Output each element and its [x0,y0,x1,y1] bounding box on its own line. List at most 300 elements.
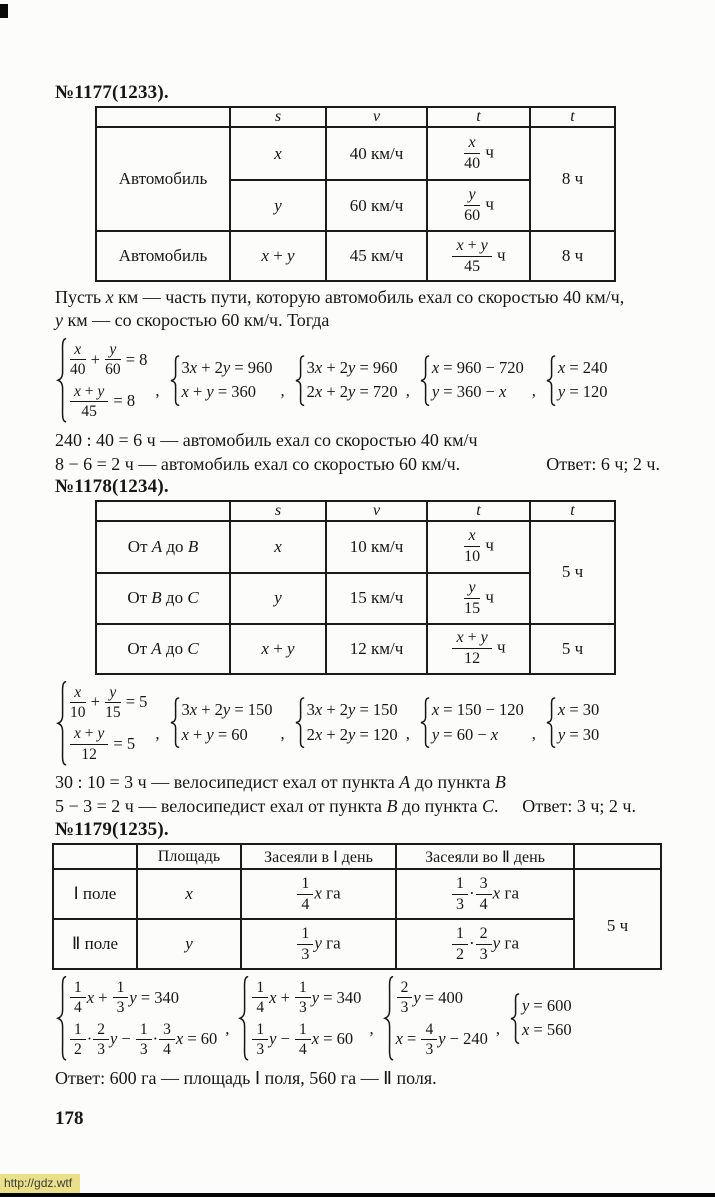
fraction [464,186,480,225]
problem-heading: №1177(1233). [55,82,169,103]
equation-line [558,700,599,721]
table-cell [530,127,615,231]
curly-brace [55,680,67,767]
curly-brace [55,975,67,1062]
equation-system [55,977,217,1060]
fraction-numerator: 1 [295,1021,311,1040]
fraction [297,875,313,914]
fraction-numerator: 1 [252,1021,268,1040]
fraction-denominator: 3 [425,1041,434,1059]
curly-brace [168,697,180,748]
equation-text: x = 30 [557,700,600,720]
equation-text: 5 ч [606,915,629,935]
fraction-numerator: 1 [297,925,313,945]
equation-text: + [86,692,105,712]
table-cell [530,624,615,674]
table-cell [96,127,230,231]
equation-text: ч [492,244,506,264]
table-cell [96,573,230,624]
equation-text: x = 240 [557,357,608,377]
table-header-cell [137,844,241,869]
equation-line [396,979,488,1017]
curly-brace [544,355,556,406]
table-cell [427,180,530,231]
equation-text: y [185,934,193,953]
table-cell [230,231,326,281]
fraction [464,527,480,566]
equation-text: x + [269,987,295,1007]
table-cell [137,869,241,919]
equation-text: t [570,501,575,519]
table-cell [427,231,530,281]
problem-heading: №1179(1235). [55,819,169,840]
equation-text: 15 км/ч [349,588,404,607]
equation-line [432,725,524,746]
equation-systems-row [55,977,670,1060]
page-number: 178 [55,1107,84,1129]
fraction [297,925,313,964]
curly-brace [168,355,180,406]
fraction-numerator: 1 [136,1021,152,1040]
curly-brace [508,993,520,1044]
table-cell [241,869,396,919]
solution-table-1178 [95,500,616,675]
equation-system [293,699,398,746]
intro-line [55,309,670,332]
equation-line [182,725,273,746]
equation-line [522,1020,572,1041]
answer-text: Ответ: 3 ч; 2 ч. [522,796,636,816]
equation-text: ч [481,142,494,162]
equation-line [69,383,147,421]
fraction-denominator: 3 [456,895,464,913]
equation-line [558,725,599,746]
system-separator-comma: , [405,723,410,743]
equation-line [69,684,147,722]
curly-brace [382,975,394,1062]
problem-heading: №1178(1234). [55,475,169,497]
table-header-cell [96,501,230,521]
equation-line [432,358,524,379]
equation-line [307,700,398,721]
equation-text: x = 560 [521,1020,572,1040]
equation-text: = 8 [109,391,136,411]
equation-text: Пусть x км — часть пути, которую автомобиль ехал со скоростью 40 км/ч, [55,287,625,307]
fraction-numerator: x + y [70,725,108,744]
bottom-scan-strip [0,1193,715,1197]
table-cell [53,869,137,919]
fraction [93,1021,109,1059]
fraction-numerator: 4 [421,1021,437,1040]
equation-system [168,699,273,746]
equation-line [396,1021,488,1059]
fraction [295,1021,311,1059]
equation-text: 3x + 2y = 150 [181,700,273,720]
fraction-numerator: 1 [113,979,129,998]
system-separator-comma: , [531,723,536,743]
fraction-denominator: 15 [105,703,121,721]
equation-system [508,995,572,1042]
system-lines [558,357,608,404]
system-lines [182,699,273,746]
equation-system [418,699,524,746]
system-separator-comma: , [225,1019,230,1039]
fraction-numerator: y [105,341,121,360]
fraction-denominator: 4 [299,1041,307,1059]
equation-text: y = 340 [129,987,180,1007]
equation-line [558,382,608,403]
equation-text: y = 400 [413,987,463,1007]
fraction [70,1021,86,1059]
equation-line [307,358,398,379]
table-cell [427,127,530,180]
table-header-cell [396,844,574,869]
equation-line [251,1021,361,1059]
fraction-denominator: 12 [464,650,481,667]
fraction [159,1021,175,1059]
table-cell [396,869,574,919]
equation-line [182,382,273,403]
system-separator-comma: , [495,1019,500,1039]
fraction-denominator: 3 [256,1041,265,1059]
note-answer-row [55,794,670,818]
note-answer-row [55,452,670,476]
system-lines [251,978,361,1060]
fraction-denominator: 4 [479,895,488,913]
solution-table-1177 [95,106,616,282]
table-cell [241,919,396,969]
fraction-numerator: x [464,134,480,154]
fraction [421,1021,437,1059]
curly-brace [237,975,249,1062]
equation-text: y = 600 [521,995,572,1015]
fraction [70,725,108,763]
fraction [70,383,108,421]
fraction [452,925,468,964]
equation-text: x [274,143,282,163]
table-cell [96,624,230,674]
system-lines [522,995,572,1042]
fraction-denominator: 4 [74,999,82,1017]
table-header-cell [326,107,427,127]
fraction-numerator: x [70,684,86,703]
table-cell [53,919,137,969]
table-cell [326,231,427,281]
curly-brace [293,697,305,748]
answer-text: Ответ: 6 ч; 2 ч. [546,453,660,474]
equation-text: 3x + 2y = 150 [306,700,398,720]
fraction-denominator: 10 [464,548,481,565]
equation-systems-row [55,682,670,765]
table-header-cell [326,501,427,521]
equation-text: 45 км/ч [349,246,404,265]
equation-system [55,339,147,422]
fraction [452,237,491,276]
equation-system [544,699,599,746]
table-cell [230,624,326,674]
equation-text: 12 км/ч [349,638,404,658]
equation-line [307,725,398,746]
equation-line [307,382,398,403]
problem-1179 [55,819,670,1090]
table-cell [396,919,574,969]
equation-text: От A до C [127,638,199,658]
fraction-numerator: y [464,186,480,206]
fraction-numerator: 1 [252,979,268,998]
equation-line [432,382,524,403]
equation-text: Площадь [157,847,221,865]
equation-text: s [274,501,282,519]
fraction-denominator: 3 [400,999,409,1017]
fraction-denominator: 3 [139,1041,148,1059]
equation-text: · [469,882,475,902]
equation-system [293,357,398,404]
curly-brace [544,697,556,748]
equation-text: y = 120 [557,382,608,402]
equation-text: ч [481,194,494,214]
curly-brace [293,355,305,406]
system-lines [432,357,524,404]
answer-text: Ответ: 600 га — площадь Ⅰ поля, 560 га — Ⅱ поля. [55,1067,437,1088]
table-cell [230,521,326,573]
problem-1177 [55,82,670,476]
table-cell [574,869,661,969]
table-header-cell [230,107,326,127]
equation-text: 8 − 6 = 2 ч — автомобиль ехал со скоростью 60 км/ч. [55,453,461,474]
fraction-numerator: x + y [452,237,491,257]
equation-text: 2x + 2y = 720 [306,382,398,402]
fraction [70,684,86,722]
system-lines [432,699,524,746]
equation-text: y = 340 [311,987,362,1007]
equation-text: s [274,108,282,125]
equation-text: ч [481,586,494,606]
fraction-denominator: 40 [70,361,86,379]
equation-line [251,979,361,1017]
equation-text: Автомобиль [118,246,208,265]
table-cell [326,521,427,573]
intro-line [55,286,670,309]
equation-line [69,979,217,1017]
table-header-cell [530,107,615,127]
fraction [70,341,86,379]
fraction-numerator: 3 [159,1021,175,1040]
equation-text: x + [86,987,112,1007]
equation-system [168,357,273,404]
equation-text: 8 ч [561,169,584,188]
table-cell [230,180,326,231]
fraction-denominator: 2 [456,945,464,963]
fraction-denominator: 4 [301,895,310,913]
table-cell [137,919,241,969]
table-cell [230,127,326,180]
fraction [464,134,480,173]
curly-brace [418,697,430,748]
fraction-denominator: 3 [479,945,488,963]
fraction [252,979,268,1017]
equation-text: · [469,932,475,952]
equation-text: · [152,1029,159,1049]
equation-text: t [570,108,575,125]
fraction [464,579,480,618]
equation-text: y [274,195,282,215]
equation-text: 8 ч [561,246,584,265]
note-line [55,794,498,818]
scan-corner-mark [0,4,8,18]
equation-text: От B до C [127,588,199,607]
fraction-numerator: y [105,684,121,703]
fraction-numerator: 1 [452,925,468,945]
fraction-denominator: 15 [464,599,481,617]
fraction-denominator: 45 [81,403,97,421]
equation-text: 30 : 10 = 3 ч — велосипедист ехал от пункта A до пункта B [55,772,506,792]
equation-text: Засеяли в Ⅰ день [264,848,373,866]
equation-text: ч [481,535,494,555]
equation-system [237,977,361,1060]
equation-line [522,996,572,1017]
fraction-numerator: y [464,579,480,599]
table-cell [427,573,530,624]
equation-text: y [274,588,282,607]
table-cell [427,521,530,573]
equation-text: x = 960 − 720 [431,357,524,377]
equation-text: x = 60 [175,1029,218,1049]
system-separator-comma: , [531,381,536,401]
system-separator-comma: , [155,381,160,401]
fraction [476,875,492,914]
equation-text: Ⅰ поле [73,884,117,903]
table-cell [326,624,427,674]
equation-text: y км — со скоростью 60 км/ч. Тогда [55,310,330,330]
system-separator-comma: , [280,723,285,743]
fraction-denominator: 2 [74,1041,82,1059]
fraction-denominator: 4 [256,999,265,1017]
equation-line [558,358,608,379]
table-header-cell [427,107,530,127]
equation-text: 240 : 40 = 6 ч — автомобиль ехал со скоростью 40 км/ч [55,429,478,450]
fraction-denominator: 3 [116,999,125,1017]
equation-text: Автомобиль [118,169,208,188]
equation-text: Засеяли во Ⅱ день [425,848,545,866]
equation-systems-row [55,339,670,422]
equation-text: ч [492,637,506,657]
curly-brace [418,355,430,406]
system-lines [307,699,398,746]
table-header-cell [241,844,396,869]
equation-text: y = 360 − x [431,382,507,402]
fraction [397,979,413,1017]
fraction-denominator: 40 [464,155,481,172]
fraction-numerator: x [464,527,480,547]
equation-text: x + y = 60 [181,724,248,744]
table-cell [530,231,615,281]
equation-text: y − [269,1029,295,1049]
fraction-numerator: 1 [297,875,313,895]
fraction [452,629,491,668]
equation-text: x = [395,1029,421,1049]
fraction-denominator: 3 [301,945,310,963]
equation-text: v [372,501,381,519]
equation-line [182,700,273,721]
equation-text: t [476,108,481,125]
equation-text: Ⅱ поле [71,934,119,953]
fraction [252,1021,268,1059]
equation-text: = 5 [109,733,136,753]
equation-text: y − [110,1029,135,1049]
equation-text: x [274,536,282,556]
system-separator-comma: , [405,381,410,401]
system-lines [558,699,599,746]
equation-line [69,1021,217,1059]
equation-text: 2x + 2y = 120 [306,724,398,744]
fraction [295,979,311,1017]
equation-line [432,700,524,721]
equation-system [544,357,608,404]
table-header-cell [530,501,615,521]
equation-text: x + y = 360 [181,382,257,402]
fraction [70,979,86,1017]
fraction-numerator: 1 [70,979,86,998]
equation-system [382,977,488,1060]
equation-line [182,358,273,379]
equation-text: x га [492,882,519,902]
fraction-numerator: x [70,341,86,360]
table-header-cell [53,844,137,869]
table-cell [326,573,427,624]
system-separator-comma: , [155,723,160,743]
solution-table-1179 [52,843,662,970]
equation-line [69,341,147,379]
equation-text: t [476,501,481,519]
note-line [55,452,460,476]
equation-text: y га [492,932,519,952]
fraction [105,684,121,722]
table-cell [326,127,427,180]
table-cell [530,521,615,624]
table-header-cell [96,107,230,127]
table-cell [427,624,530,674]
fraction-numerator: 1 [70,1021,86,1040]
fraction-numerator: x + y [70,383,108,402]
problem-1178 [55,476,670,819]
equation-text: y = 30 [557,724,600,744]
fraction-denominator: 60 [464,207,481,224]
equation-text: y − 240 [438,1029,488,1049]
system-separator-comma: , [369,1019,374,1039]
watermark: http://gdz.wtf [0,1174,80,1193]
fraction [113,979,129,1017]
table-cell [326,180,427,231]
table-header-cell [230,501,326,521]
fraction-denominator: 3 [97,1041,105,1059]
fraction [105,341,121,379]
equation-text: · [86,1029,93,1049]
equation-text: x га [314,882,341,902]
equation-text: x = 150 − 120 [431,700,524,720]
equation-text: + [86,349,105,369]
fraction-numerator: 3 [476,875,492,895]
fraction-numerator: x + y [452,629,491,649]
table-cell [96,521,230,573]
system-lines [182,357,273,404]
note-line [55,428,670,452]
fraction-denominator: 4 [163,1041,171,1059]
fraction-numerator: 2 [397,979,413,998]
fraction-numerator: 1 [295,979,311,998]
equation-line [69,725,147,763]
fraction [136,1021,152,1059]
equation-text: y га [314,932,341,952]
